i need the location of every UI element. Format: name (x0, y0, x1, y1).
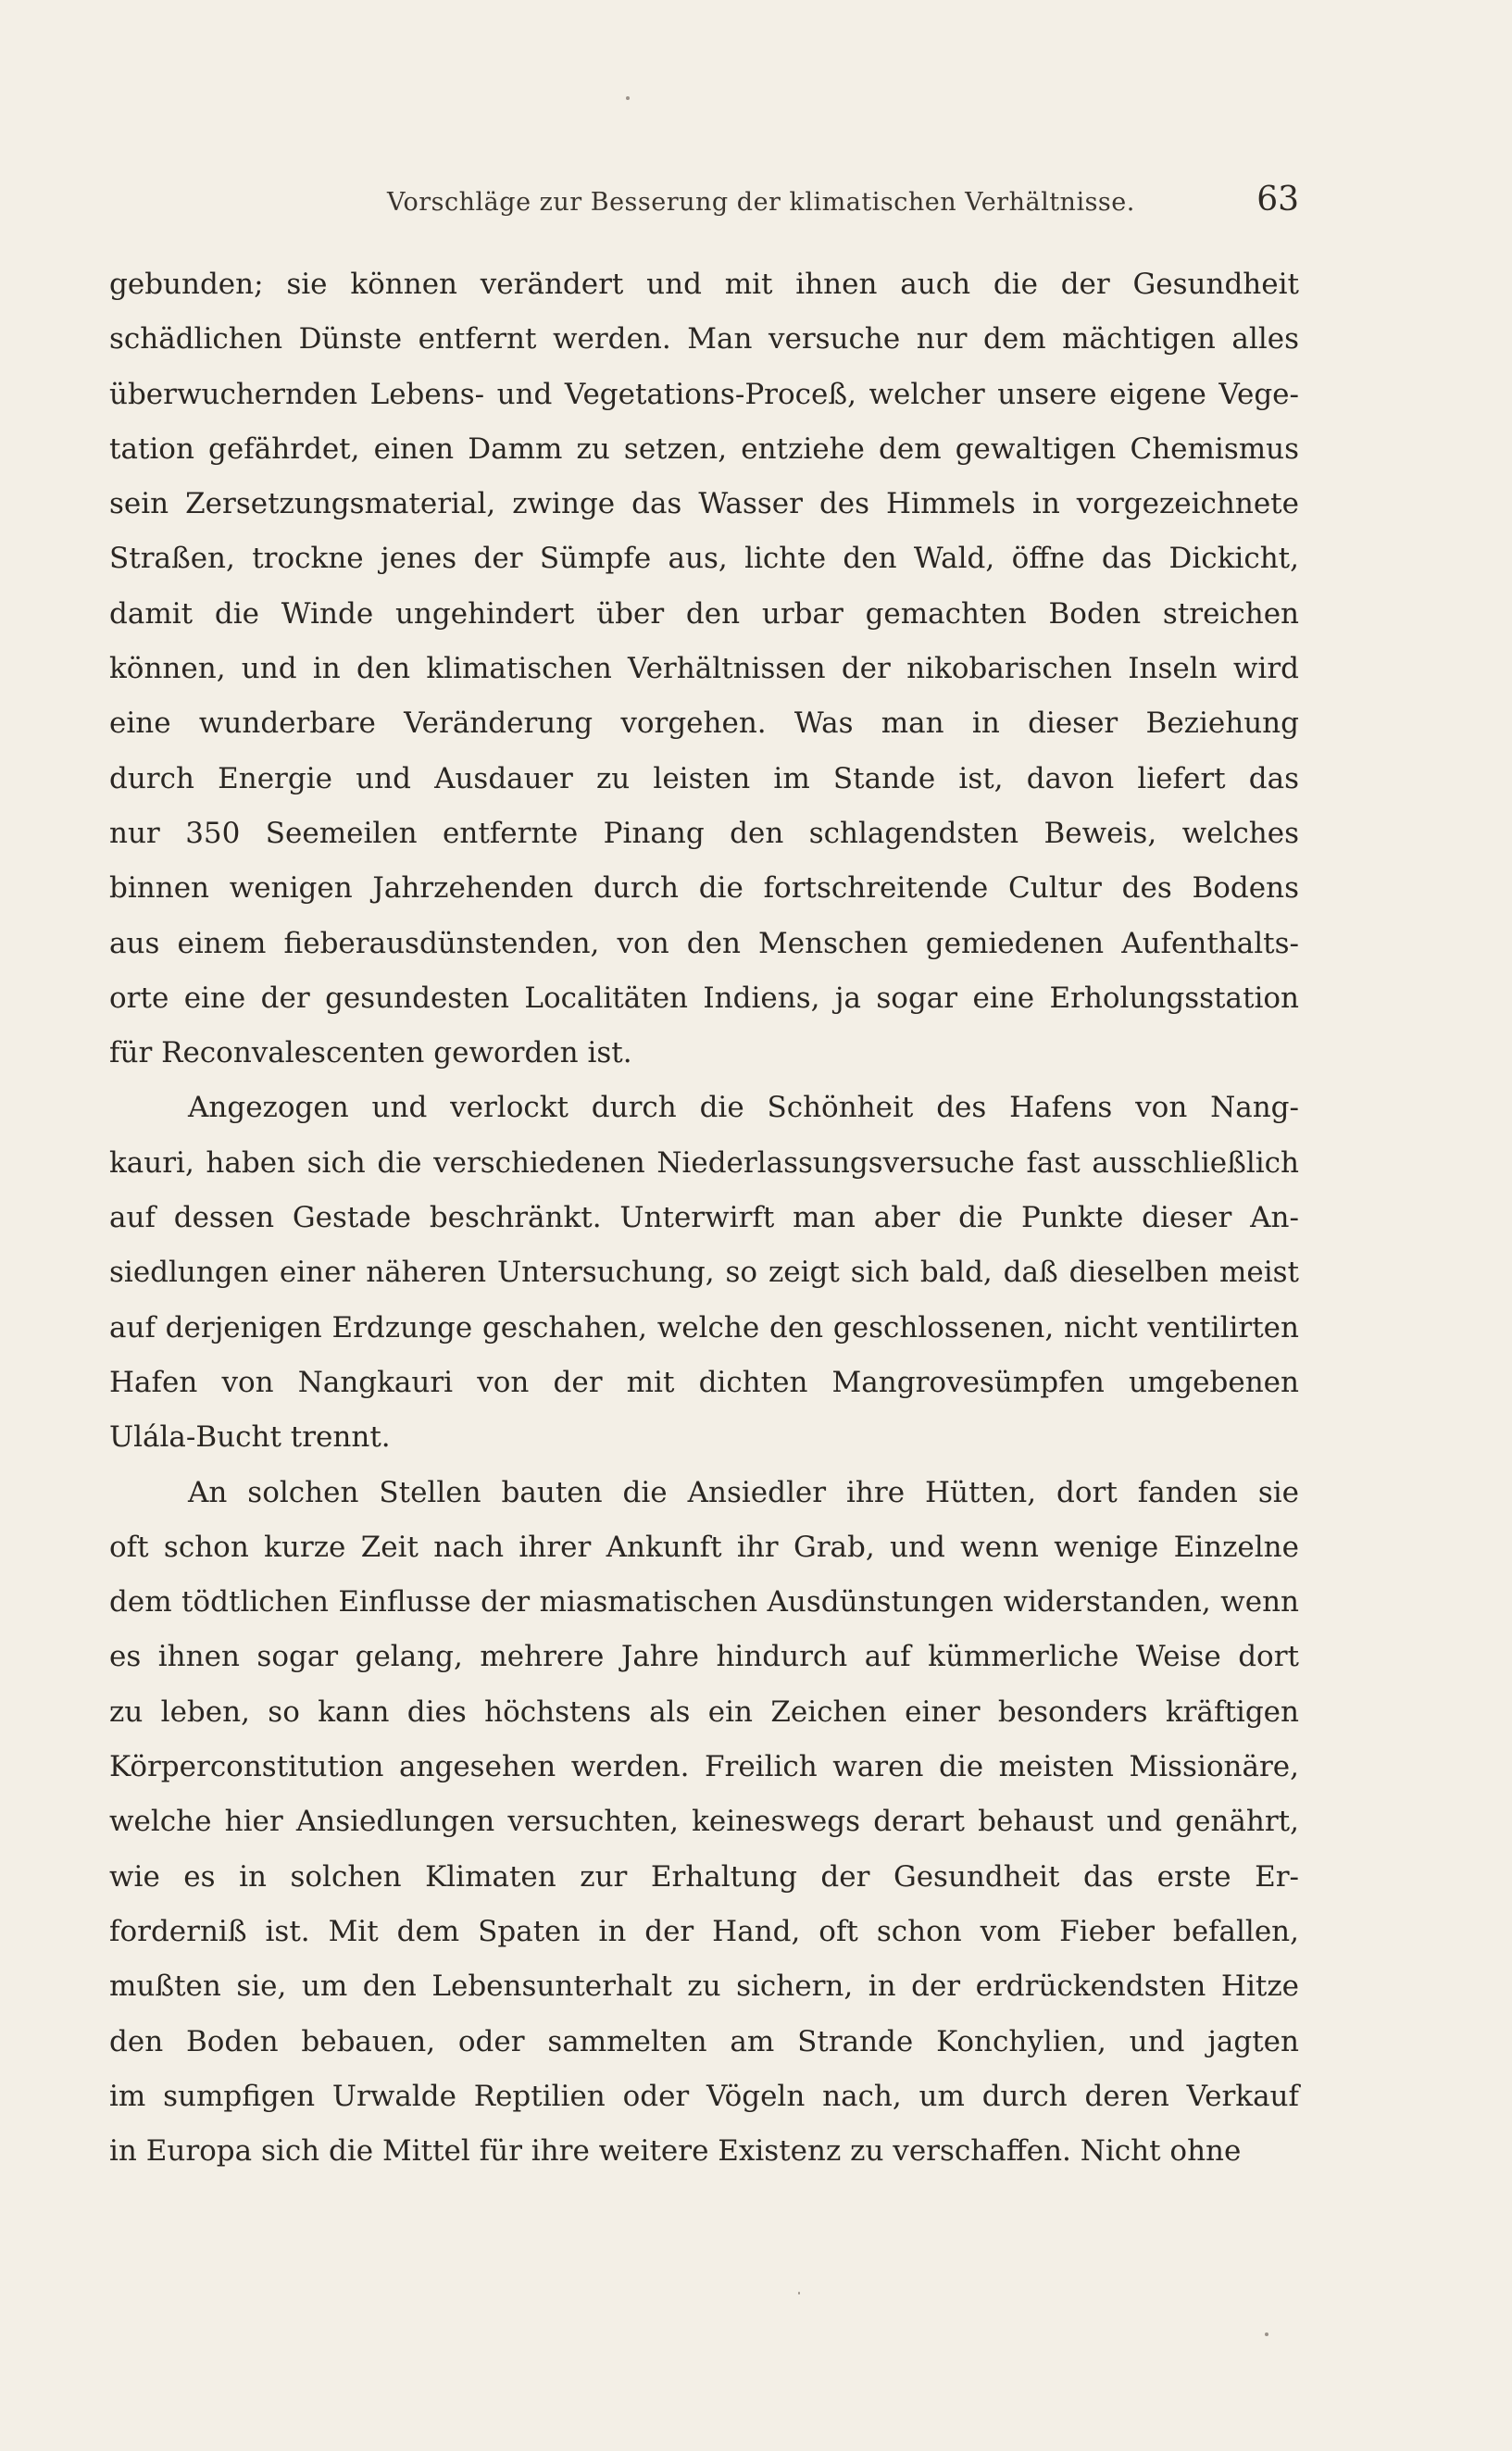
paper-speck (626, 96, 630, 100)
running-head (109, 181, 1299, 227)
text-line: tation gefährdet, einen Damm zu setzen, entziehe dem gewaltigen Chemismus (109, 431, 1299, 466)
text-line: dem tödtlichen Einflusse der miasmatischen Ausdünstungen widerstanden, wenn (109, 1585, 1299, 1619)
text-line: Hafen von Nangkauri von der mit dichten Mangrovesümpfen umgebenen (109, 1365, 1299, 1399)
text-line: den Boden bebauen, oder sammelten am Strande Konchylien, und jagten (109, 2024, 1299, 2058)
text-line: für Reconvalescenten geworden ist. (109, 1036, 632, 1070)
text-line: An solchen Stellen bauten die Ansiedler ihre Hütten, dort fanden sie (188, 1475, 1299, 1509)
page-number: 63 (1256, 181, 1299, 219)
body-text (109, 257, 1299, 2179)
text-line: überwuchernden Lebens- und Vegetations-Proceß, welcher unsere eigene Vege- (109, 377, 1299, 411)
text-line: binnen wenigen Jahrzehenden durch die fortschreitende Cultur des Bodens (109, 871, 1299, 906)
paper-speck (1265, 2332, 1268, 2336)
text-line: wie es in solchen Klimaten zur Erhaltung der Gesundheit das erste Er- (109, 1859, 1299, 1894)
text-line: auf dessen Gestade beschränkt. Unterwirft man aber die Punkte dieser An- (109, 1201, 1299, 1235)
text-line: Straßen, trockne jenes der Sümpfe aus, lichte den Wald, öffne das Dickicht, (109, 542, 1299, 576)
running-title: Vorschläge zur Besserung der klimatischen Verhältnisse. (387, 188, 1135, 217)
text-line: im sumpfigen Urwalde Reptilien oder Vögeln nach, um durch deren Verkauf (109, 2079, 1299, 2113)
text-line: Angezogen und verlockt durch die Schönheit des Hafens von Nang- (188, 1091, 1299, 1125)
text-line: Körperconstitution angesehen werden. Freilich waren die meisten Missionäre, (109, 1750, 1299, 1784)
paragraph (109, 1466, 1299, 2180)
text-line: es ihnen sogar gelang, mehrere Jahre hindurch auf kümmerliche Weise dort (109, 1640, 1299, 1674)
text-line: können, und in den klimatischen Verhältnissen der nikobarischen Inseln wird (109, 652, 1299, 686)
text-line: nur 350 Seemeilen entfernte Pinang den schlagendsten Beweis, welches (109, 816, 1299, 850)
text-line: forderniß ist. Mit dem Spaten in der Hand, oft schon vom Fieber befallen, (109, 1914, 1299, 1948)
text-line: durch Energie und Ausdauer zu leisten im Stande ist, davon liefert das (109, 761, 1299, 795)
paragraph (109, 1081, 1299, 1465)
text-line: damit die Winde ungehindert über den urbar gemachten Boden streichen (109, 596, 1299, 631)
text-line: oft schon kurze Zeit nach ihrer Ankunft ihr Grab, und wenn wenige Einzelne (109, 1530, 1299, 1564)
text-line: in Europa sich die Mittel für ihre weitere Existenz zu verschaffen. Nicht ohne (109, 2134, 1242, 2169)
paragraph-container (109, 257, 1299, 2179)
text-line: schädlichen Dünste entfernt werden. Man versuche nur dem mächtigen alles (109, 322, 1299, 356)
text-line: aus einem fieberausdünstenden, von den Menschen gemiedenen Aufenthalts- (109, 926, 1299, 960)
paragraph (109, 257, 1299, 1081)
text-line: Ulála-Bucht trennt. (109, 1420, 391, 1455)
text-line: orte eine der gesundesten Localitäten Indiens, ja sogar eine Erholungsstation (109, 981, 1299, 1015)
text-line: mußten sie, um den Lebensunterhalt zu sichern, in der erdrückendsten Hitze (109, 1970, 1299, 2004)
text-line: eine wunderbare Veränderung vorgehen. Was man in dieser Beziehung (109, 707, 1299, 741)
text-line: gebunden; sie können verändert und mit ihnen auch die der Gesundheit (109, 268, 1299, 301)
text-line: welche hier Ansiedlungen versuchten, keineswegs derart behaust und genährt, (109, 1805, 1299, 1839)
text-line: siedlungen einer näheren Untersuchung, so zeigt sich bald, daß dieselben meist (109, 1256, 1299, 1290)
text-line: kauri, haben sich die verschiedenen Niederlassungsversuche fast ausschließlich (109, 1145, 1299, 1180)
paper-speck (798, 2292, 800, 2295)
text-line: zu leben, so kann dies höchstens als ein Zeichen einer besonders kräftigen (109, 1694, 1299, 1729)
text-line: sein Zersetzungsmaterial, zwinge das Wasser des Himmels in vorgezeichnete (109, 487, 1299, 521)
text-line: auf derjenigen Erdzunge geschahen, welche den geschlossenen, nicht ventilirten (109, 1310, 1299, 1344)
